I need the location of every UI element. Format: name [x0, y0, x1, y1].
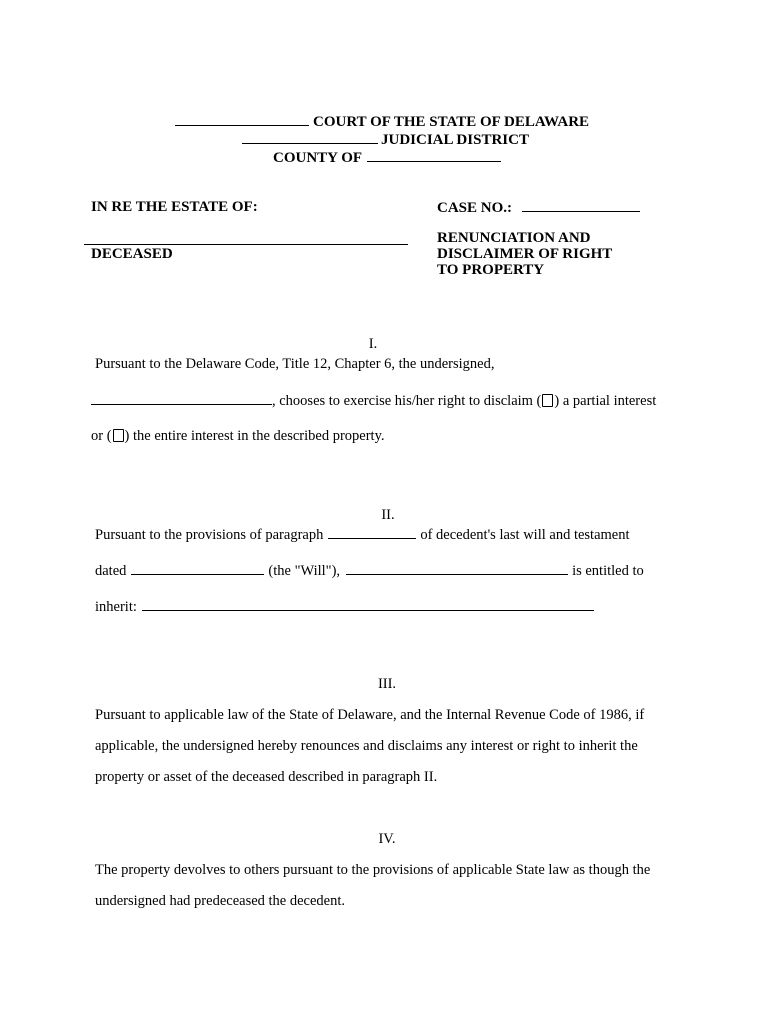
section-2-line-1-end: of decedent's last will and testament: [420, 527, 630, 543]
section-4-line-1: The property devolves to others pursuant to the provisions of applicable State law as though the: [95, 862, 651, 878]
case-number-line: [437, 198, 640, 217]
section-2-line-2-end: is entitled to: [572, 563, 644, 579]
county-caption-line: [273, 148, 501, 167]
section-3-line-1: Pursuant to applicable law of the State of Delaware, and the Internal Revenue Code of 1986, if: [95, 707, 645, 723]
estate-label: IN RE THE ESTATE OF:: [91, 199, 258, 215]
court-state-text: COURT OF THE STATE OF DELAWARE: [313, 114, 590, 130]
section-1-line-3-start: or (: [91, 428, 112, 444]
county-blank[interactable]: [367, 148, 501, 162]
section-1-line-2-text: , chooses to exercise his/her right to disclaim (: [272, 393, 542, 409]
section-3-numeral: III.: [377, 676, 397, 692]
section-2-line-2-mid: (the "Will"),: [268, 563, 341, 579]
section-2-line-3: [95, 597, 594, 616]
case-no-label: CASE NO.:: [437, 200, 513, 216]
section-1-numeral: I.: [368, 336, 378, 352]
will-date-blank[interactable]: [131, 561, 264, 575]
section-1-line-2-end: ) a partial interest: [554, 393, 657, 409]
section-3-line-2: applicable, the undersigned hereby renounces and disclaims any interest or right to inherit the: [95, 738, 638, 754]
section-2-line-3-start: inherit:: [95, 599, 137, 615]
section-2-numeral: II.: [381, 507, 395, 523]
section-2-line-2-start: dated: [95, 563, 127, 579]
disclaimant-name-blank[interactable]: [91, 391, 272, 405]
section-2-line-1-start: Pursuant to the provisions of paragraph: [95, 527, 324, 543]
document-title-line-3: TO PROPERTY: [437, 262, 545, 278]
section-1-line-3: [91, 427, 385, 445]
case-number-blank[interactable]: [522, 198, 640, 212]
section-1-line-3-end: ) the entire interest in the described property.: [124, 428, 385, 444]
section-1-line-1: Pursuant to the Delaware Code, Title 12, Chapter 6, the undersigned,: [95, 356, 495, 372]
deceased-label: DECEASED: [91, 246, 173, 262]
beneficiary-name-blank[interactable]: [346, 561, 568, 575]
inheritance-description-blank[interactable]: [142, 597, 594, 611]
partial-interest-checkbox[interactable]: [542, 394, 553, 407]
district-blank[interactable]: [242, 130, 378, 144]
court-name-blank[interactable]: [175, 112, 309, 126]
court-caption-line: [175, 112, 589, 131]
section-2-line-2: [95, 561, 644, 580]
entire-interest-checkbox[interactable]: [113, 429, 124, 442]
district-caption-line: [242, 130, 529, 149]
section-1-line-2: [91, 391, 656, 410]
district-text: JUDICIAL DISTRICT: [381, 132, 529, 148]
county-text: COUNTY OF: [273, 150, 363, 166]
section-4-numeral: IV.: [378, 831, 396, 847]
section-3-line-3: property or asset of the deceased described in paragraph II.: [95, 769, 438, 785]
document-title-line-1: RENUNCIATION AND: [437, 230, 591, 246]
section-2-line-1: [95, 525, 630, 544]
section-4-line-2: undersigned had predeceased the decedent.: [95, 893, 346, 909]
paragraph-number-blank[interactable]: [328, 525, 416, 539]
document-title-line-2: DISCLAIMER OF RIGHT: [437, 246, 613, 262]
